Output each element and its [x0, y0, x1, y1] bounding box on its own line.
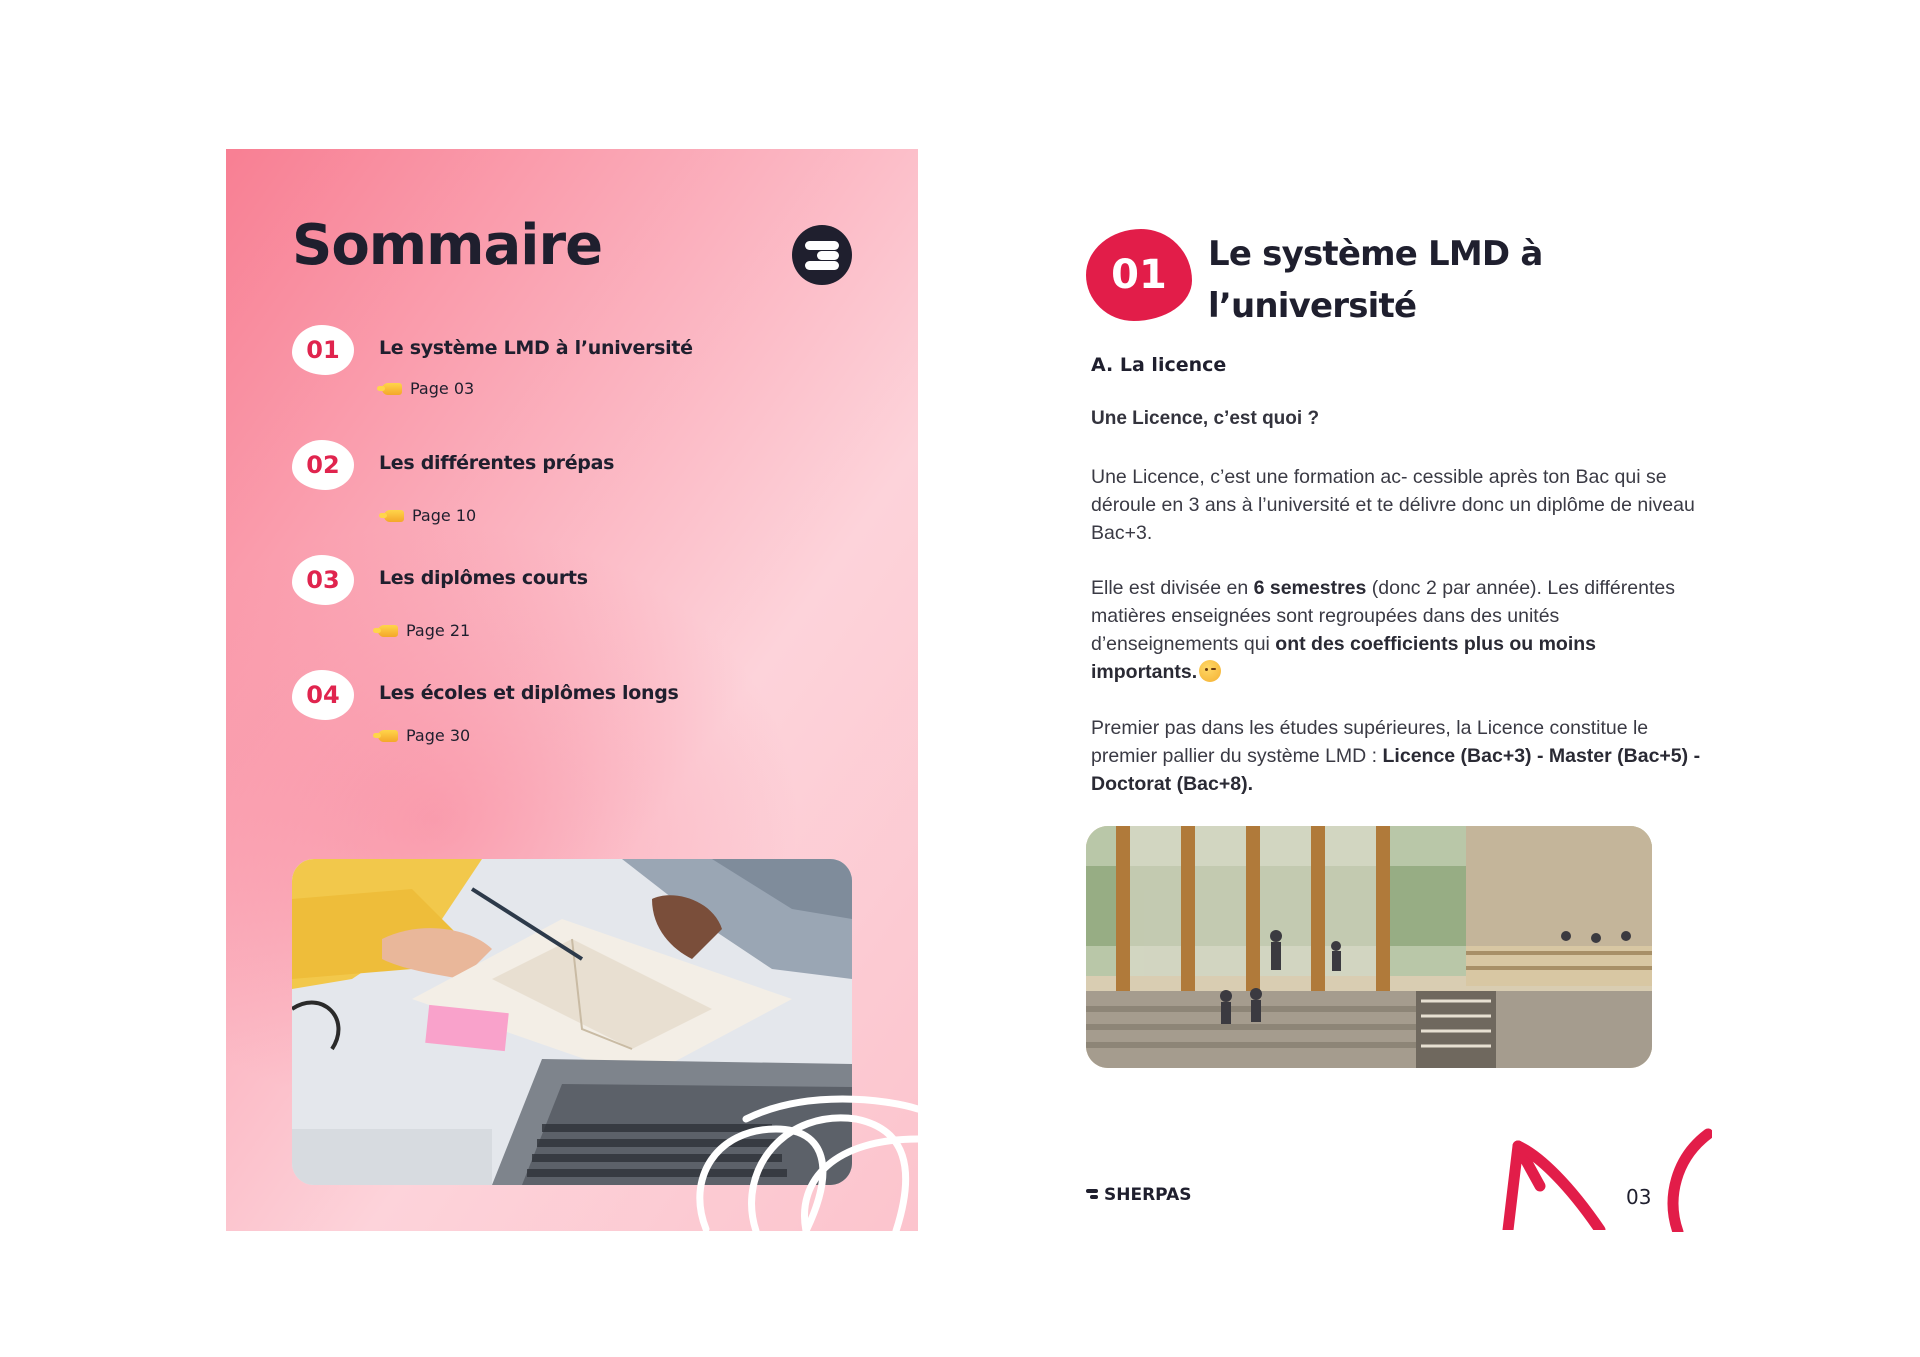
toc-item-1[interactable] [292, 325, 852, 415]
sommaire-title: Sommaire [292, 213, 603, 278]
toc-number-badge: 04 [292, 670, 354, 720]
pointing-hand-icon [378, 730, 398, 742]
toc-item-2[interactable] [292, 440, 852, 530]
toc-item-title: Les différentes prépas [379, 452, 615, 474]
university-hall-photo [1086, 826, 1652, 1068]
sherpas-logo-icon [792, 225, 852, 285]
toc-item-4[interactable] [292, 670, 852, 760]
pointing-hand-icon [382, 383, 402, 395]
sherpas-mini-icon [1086, 1189, 1098, 1201]
pointing-hand-icon [378, 625, 398, 637]
toc-page-ref: Page 21 [378, 621, 470, 640]
footer-brand-logo [1086, 1185, 1191, 1205]
toc-item-3[interactable] [292, 555, 852, 645]
toc-page-ref: Page 03 [382, 379, 474, 398]
toc-page-ref: Page 30 [378, 726, 470, 745]
sommaire-page [226, 149, 918, 1231]
toc-item-title: Les diplômes courts [379, 567, 588, 589]
paragraph-semestres: Elle est divisée en 6 semestres (donc 2 par année). Les différentes matières enseignées sont regroupées dans des unités d’enseignements qui ont des coefficients plus ou moins importants. [1091, 577, 1675, 683]
footer-brand-text: SHERPAS [1104, 1185, 1192, 1205]
pointing-hand-icon [384, 510, 404, 522]
chapter-title: Le système LMD à l’université [1208, 234, 1543, 326]
toc-number-badge: 01 [292, 325, 354, 375]
arrow-decoration [1500, 1126, 1612, 1230]
toc-item-title: Le système LMD à l’université [379, 337, 693, 359]
winking-face-icon [1199, 660, 1221, 682]
question-heading: Une Licence, c’est quoi ? [1091, 408, 1320, 429]
toc-page-ref: Page 10 [384, 506, 476, 525]
chapter-number-badge: 01 [1086, 229, 1192, 321]
paragraph-lmd: Premier pas dans les études supérieures, la Licence constitue le premier pallier du système LMD : Licence (Bac+3) - Master (Bac+5) - Doctorat (Bac+8). [1091, 717, 1701, 795]
toc-item-title: Les écoles et diplômes longs [379, 682, 679, 704]
page-number: 03 [1626, 1185, 1652, 1209]
toc-number-badge: 03 [292, 555, 354, 605]
arc-decoration [1666, 1128, 1712, 1232]
section-heading: A. La licence [1091, 354, 1227, 376]
students-studying-photo [292, 859, 852, 1185]
paragraph-intro: Une Licence, c’est une formation ac- cessible après ton Bac qui se déroule en 3 ans à l’université et te délivre donc un diplôme de niveau Bac+3. [1091, 466, 1695, 544]
toc-number-badge: 02 [292, 440, 354, 490]
